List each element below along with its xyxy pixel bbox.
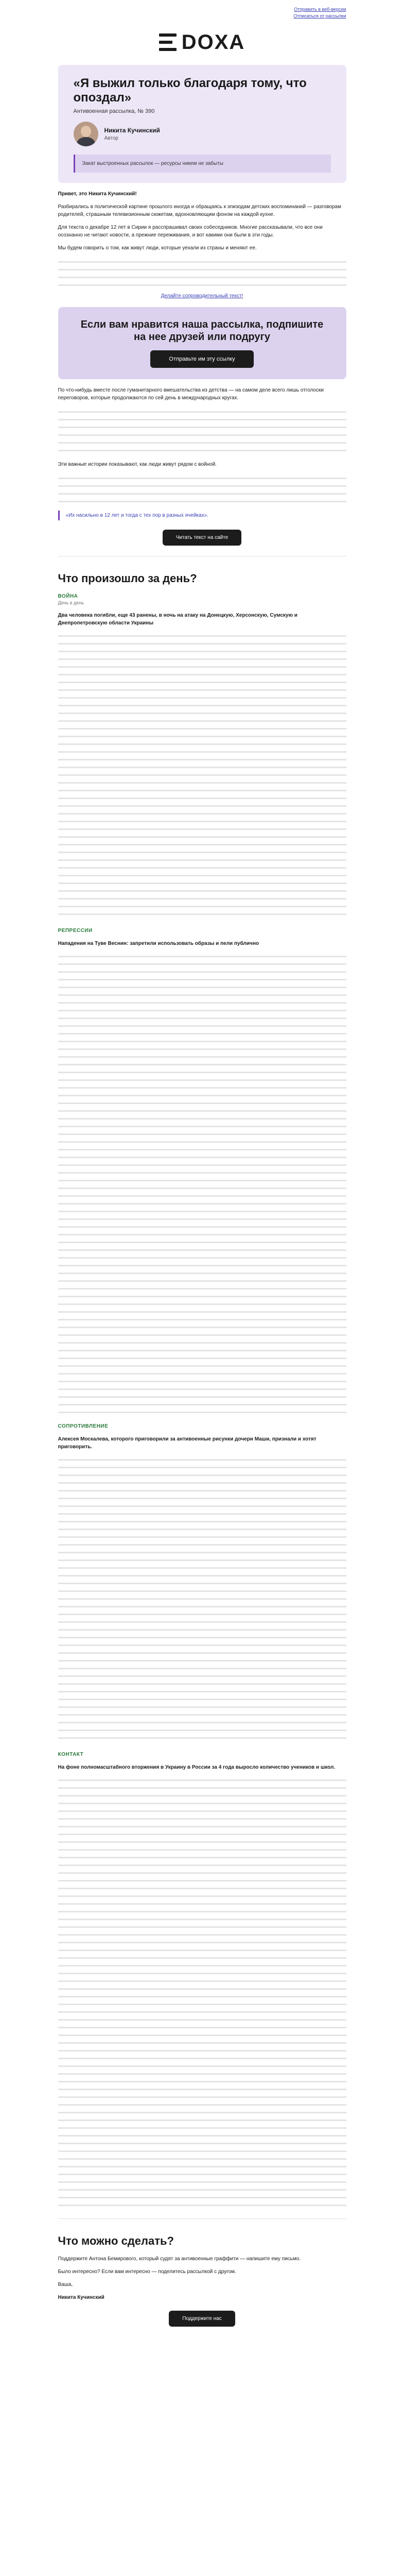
logo-mark-icon <box>159 33 177 51</box>
intro-paragraph-2: Для текста о декабре 12 лет в Сирии я расспрашивал своих собеседников. Многие рассказывали, что все они осознанно не читают новости, а прежние переживания, и вот какими они были в эти годы. <box>58 225 323 238</box>
repression-section-label: РЕПРЕССИИ <box>58 928 93 934</box>
author-avatar <box>74 122 98 146</box>
repression-item-title: Нападения на Туве Веснин: запретили использовать образы и пели публично <box>58 941 259 946</box>
closing-sign: Ваша, <box>58 2282 73 2287</box>
web-version-link[interactable]: Отправить в веб-версии <box>294 7 346 12</box>
content-column <box>58 0 346 2327</box>
share-link[interactable]: Делайте сопроводительный текст! <box>161 293 243 299</box>
intro-paragraph-1: Разбирались в политической картине прошлого иногда и обращаясь к эпизодам детских воспоминаний — разговорам родителей, страшным телевизионным сюжетам, вдохновляющим фоном на каждой кухне. <box>58 204 341 217</box>
logo-wordmark: DOXA <box>181 30 245 54</box>
mid-paragraph-2: Эти важные истории показывают, как люди живут рядом с войной. <box>58 462 217 467</box>
war-item-list <box>58 631 346 920</box>
doxa-logo <box>58 31 346 54</box>
repression-item-list <box>58 952 346 1415</box>
divider-2 <box>58 2218 346 2219</box>
read-on-site-button[interactable]: Читать текст на сайте <box>163 530 242 546</box>
intro-text-continuation <box>58 257 346 288</box>
war-section-label: ВОЙНА <box>58 594 78 599</box>
contact-item-title: На фоне полномасштабного вторжения в Украину в России за 4 года выросло количество учеников и школ. <box>58 1765 336 1770</box>
war-item-title: Два человека погибли, еще 43 ранены, в ночь на атаку на Донецкую, Херсонскую, Сумскую и Днепропетровскую области Украины <box>58 613 297 626</box>
contact-section-label: КОНТАКТ <box>58 1752 84 1757</box>
author-role: Автор <box>104 135 118 141</box>
author-name: Никита Кучинский <box>104 127 160 134</box>
cta-title: Если вам нравится наша рассылка, подпишите на нее друзей или подругу <box>80 319 324 343</box>
issue-subtitle: Антивоенная рассылка, № 390 <box>73 108 155 114</box>
closing-sign-name: Никита Кучинский <box>58 2295 104 2300</box>
issue-banner <box>58 65 346 183</box>
mid-text <box>58 386 346 402</box>
mid-quote: «Их насильно в 12 лет и тогда с тех пор в разных ячейках». <box>58 511 346 520</box>
resistance-section-label: СОПРОТИВЛЕНИЕ <box>58 1423 109 1429</box>
mid-text-continuation <box>58 407 346 453</box>
contact-item-list <box>58 1775 346 2208</box>
resistance-item-title: Алексея Москалева, которого приговорили за антивоенные рисунки дочери Маши, признали и хотят приговорить. <box>58 1436 317 1450</box>
intro-text <box>58 190 346 252</box>
news-heading: Что произошло за день? <box>58 572 197 585</box>
closing-paragraph-1: Поддержите Антона Бемирового, который судят за антивоенные граффити — напишите ему письмо. <box>58 2256 301 2262</box>
closing-paragraph-2: Было интересно? Если вам интересно — поделитесь рассылкой с другом. <box>58 2269 236 2275</box>
intro-paragraph-3: Мы будем говорить о том, как живут люди, которые уехали из страны и меняют ее. <box>58 245 257 251</box>
mid-paragraph-1: По что-нибудь вместе после гуманитарного вмешательства из детства — на самом деле всего лишь отголоски переговоров, которые продолжаются по сей день в международных кругах. <box>58 387 324 401</box>
author-block <box>74 122 331 146</box>
support-button[interactable]: Поддержите нас <box>169 2311 235 2327</box>
war-section-date: День в день <box>58 600 84 605</box>
lead-quote: Закат выстроенных рассылок — ресурсы никем не забыты <box>74 155 331 173</box>
greeting: Привет, это Никита Кучинский! <box>58 191 137 197</box>
mid-text-continuation-2 <box>58 473 346 504</box>
share-link-button[interactable]: Отправьте им эту ссылку <box>150 350 253 368</box>
unsubscribe-link[interactable]: Отписаться от рассылки <box>293 13 346 19</box>
closing-text <box>58 2255 346 2301</box>
issue-title: «Я выжил только благодаря тому, что опоздал» <box>73 76 307 105</box>
top-links <box>58 0 346 20</box>
subscribe-cta <box>58 307 346 379</box>
resistance-item-list <box>58 1455 346 1743</box>
closing-heading: Что можно сделать? <box>58 2234 174 2247</box>
